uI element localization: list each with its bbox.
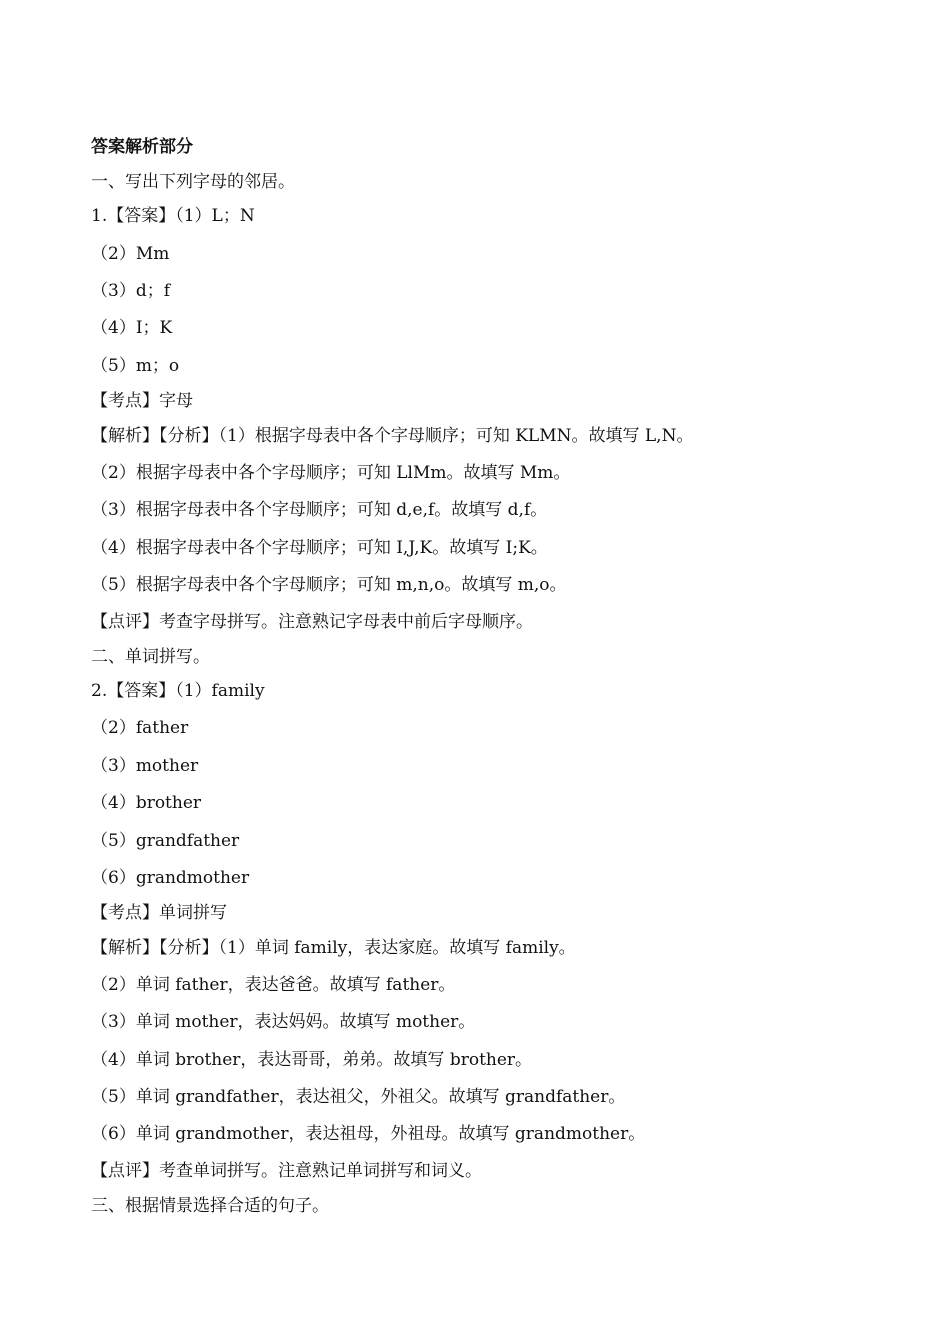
section-heading-3: 三、根据情景选择合适的句子。 [91, 1196, 329, 1216]
answer-line: （4）I；K [91, 318, 173, 338]
comment-line: 【点评】考查单词拼写。注意熟记单词拼写和词义。 [91, 1161, 482, 1181]
answer-line: （3）d；f [91, 281, 170, 301]
answer-line: （6）grandmother [91, 868, 250, 888]
section-heading-1: 一、写出下列字母的邻居。 [91, 172, 295, 192]
comment-line: 【点评】考查字母拼写。注意熟记字母表中前后字母顺序。 [91, 612, 533, 632]
analysis-line: 【解析】【分析】（1）根据字母表中各个字母顺序；可知 KLMN。故填写 L,N。 [91, 426, 694, 446]
answer-line: （5）grandfather [91, 831, 240, 851]
answer-line: （3）mother [91, 756, 199, 776]
section-heading-2: 二、单词拼写。 [91, 647, 210, 667]
topic-line: 【考点】字母 [91, 391, 193, 411]
analysis-line: （6）单词 grandmother，表达祖母，外祖母。故填写 grandmother。 [91, 1124, 646, 1144]
analysis-line: （4）根据字母表中各个字母顺序；可知 I,J,K。故填写 I;K。 [91, 538, 548, 558]
answer-line: 1.【答案】（1）L；N [91, 206, 255, 226]
analysis-line: （2）单词 father，表达爸爸。故填写 father。 [91, 975, 456, 995]
analysis-line: （4）单词 brother，表达哥哥，弟弟。故填写 brother。 [91, 1050, 533, 1070]
analysis-line: （3）根据字母表中各个字母顺序；可知 d,e,f。故填写 d,f。 [91, 500, 548, 520]
answer-line: （5）m；o [91, 356, 180, 376]
answer-line: （2）Mm [91, 244, 170, 264]
answer-line: 2.【答案】（1）family [91, 681, 265, 701]
answer-line: （2）father [91, 718, 189, 738]
analysis-line: （3）单词 mother，表达妈妈。故填写 mother。 [91, 1012, 476, 1032]
answer-line: （4）brother [91, 793, 202, 813]
analysis-line: 【解析】【分析】（1）单词 family，表达家庭。故填写 family。 [91, 938, 576, 958]
topic-line: 【考点】单词拼写 [91, 903, 227, 923]
section-title: 答案解析部分 [91, 137, 193, 157]
analysis-line: （5）根据字母表中各个字母顺序；可知 m,n,o。故填写 m,o。 [91, 575, 567, 595]
analysis-line: （2）根据字母表中各个字母顺序；可知 LlMm。故填写 Mm。 [91, 463, 571, 483]
analysis-line: （5）单词 grandfather，表达祖父，外祖父。故填写 grandfather。 [91, 1087, 626, 1107]
